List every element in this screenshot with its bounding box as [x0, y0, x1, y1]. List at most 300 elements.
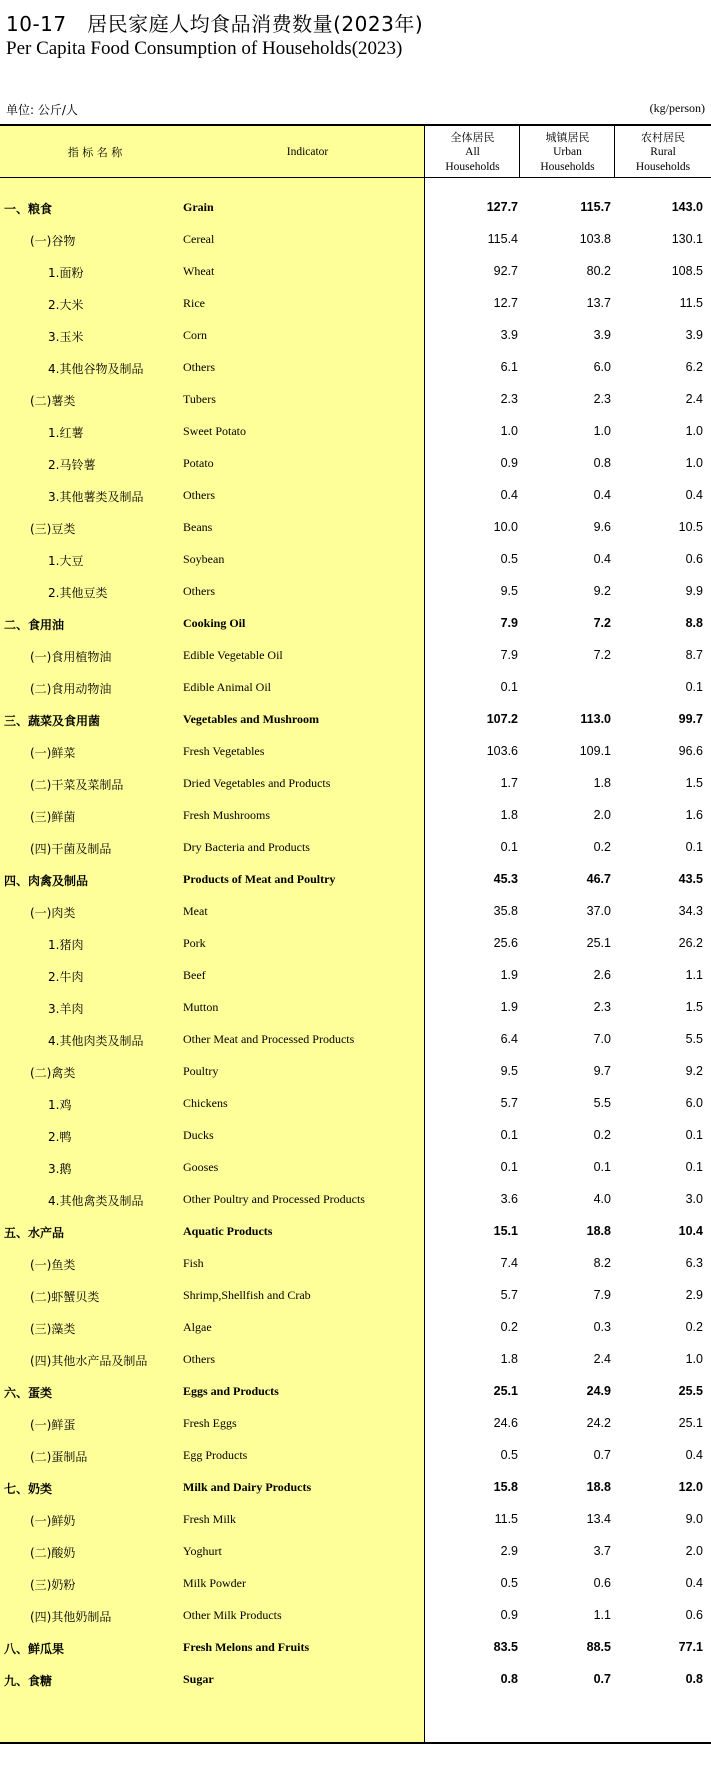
row-label-cn: 八、鲜瓜果 — [4, 1642, 65, 1656]
row-label-cn: (一)鲜菜 — [30, 746, 76, 760]
row-label-en: Fish — [183, 1256, 204, 1270]
header-rural-en2: Households — [635, 160, 691, 173]
cell-urban-households: 2.4 — [593, 1352, 611, 1366]
cell-urban-households: 46.7 — [586, 872, 611, 886]
cell-rural-households: 9.2 — [685, 1064, 703, 1078]
row-label-en: Fresh Milk — [183, 1512, 237, 1526]
cell-rural-households: 10.5 — [678, 520, 703, 534]
cell-all-households: 0.5 — [500, 552, 518, 566]
cell-urban-households: 7.2 — [593, 616, 611, 630]
cell-all-households: 35.8 — [493, 904, 518, 918]
cell-rural-households: 5.5 — [685, 1032, 703, 1046]
cell-rural-households: 3.0 — [685, 1192, 703, 1206]
cell-all-households: 0.9 — [500, 1608, 518, 1622]
table-row — [0, 320, 711, 352]
cell-all-households: 45.3 — [493, 872, 518, 886]
cell-urban-households: 0.1 — [593, 1160, 611, 1174]
row-label-cn: 2.马铃薯 — [48, 458, 96, 472]
cell-rural-households: 0.4 — [685, 1576, 703, 1590]
cell-all-households: 6.4 — [500, 1032, 518, 1046]
row-label-cn: 3.羊肉 — [48, 1002, 84, 1016]
unit-label-cn: 单位: 公斤/人 — [6, 103, 78, 117]
row-label-cn: 三、蔬菜及食用菌 — [4, 714, 101, 728]
table-row — [0, 224, 711, 256]
cell-urban-households: 3.9 — [593, 328, 611, 342]
cell-rural-households: 0.2 — [685, 1320, 703, 1334]
cell-urban-households: 24.2 — [586, 1416, 611, 1430]
row-label-en: Corn — [183, 328, 207, 342]
cell-rural-households: 6.2 — [685, 360, 703, 374]
cell-all-households: 6.1 — [500, 360, 518, 374]
row-label-en: Yoghurt — [183, 1544, 222, 1558]
cell-all-households: 7.9 — [500, 616, 518, 630]
table-row — [0, 1504, 711, 1536]
header-all-en2: Households — [445, 160, 500, 173]
cell-rural-households: 25.5 — [678, 1384, 703, 1398]
row-label-en: Grain — [183, 200, 214, 214]
table-row — [0, 352, 711, 384]
row-label-en: Soybean — [183, 552, 225, 566]
row-label-en: Beef — [183, 968, 206, 982]
row-label-en: Vegetables and Mushroom — [183, 712, 320, 726]
header-all-en1: All — [465, 145, 480, 158]
table-row — [0, 1024, 711, 1056]
column-divider — [614, 124, 615, 178]
column-divider — [519, 124, 520, 178]
cell-rural-households: 1.0 — [685, 424, 703, 438]
cell-urban-households: 7.0 — [593, 1032, 611, 1046]
table-row — [0, 1248, 711, 1280]
table-row — [0, 1184, 711, 1216]
cell-all-households: 0.1 — [500, 680, 518, 694]
cell-urban-households: 13.4 — [586, 1512, 611, 1526]
header-urban-households — [520, 126, 615, 178]
cell-all-households: 107.2 — [486, 712, 518, 726]
row-label-en: Edible Animal Oil — [183, 680, 271, 694]
row-label-en: Chickens — [183, 1096, 228, 1110]
cell-all-households: 1.8 — [500, 808, 518, 822]
row-label-en: Cereal — [183, 232, 215, 246]
table-row — [0, 672, 711, 704]
row-label-en: Gooses — [183, 1160, 219, 1174]
row-label-cn: 4.其他谷物及制品 — [48, 362, 144, 376]
cell-rural-households: 77.1 — [678, 1640, 703, 1654]
cell-rural-households: 6.0 — [685, 1096, 703, 1110]
table-row — [0, 1664, 711, 1696]
cell-rural-households: 8.8 — [685, 616, 703, 630]
table-row — [0, 512, 711, 544]
cell-all-households: 92.7 — [493, 264, 518, 278]
cell-all-households: 15.1 — [493, 1224, 518, 1238]
header-indicator-cn — [0, 126, 190, 178]
row-label-cn: 一、粮食 — [4, 202, 53, 216]
row-label-cn: 九、食糖 — [4, 1674, 53, 1688]
cell-urban-households: 2.6 — [593, 968, 611, 982]
row-label-en: Pork — [183, 936, 206, 950]
cell-rural-households: 1.0 — [685, 456, 703, 470]
row-label-cn: (一)鱼类 — [30, 1258, 76, 1272]
table-row — [0, 1120, 711, 1152]
cell-all-households: 3.9 — [500, 328, 518, 342]
row-label-cn: 1.红薯 — [48, 426, 84, 440]
row-label-en: Sugar — [183, 1672, 214, 1686]
header-urban-en1: Urban — [553, 145, 582, 158]
cell-rural-households: 12.0 — [678, 1480, 703, 1494]
row-label-cn: 2.大米 — [48, 298, 84, 312]
page-title-cn: 10-17 居民家庭人均食品消费数量(2023年) — [6, 12, 424, 36]
cell-urban-households: 7.2 — [593, 648, 611, 662]
table-row — [0, 1312, 711, 1344]
table-row — [0, 544, 711, 576]
table-row — [0, 1440, 711, 1472]
cell-urban-households: 2.3 — [593, 1000, 611, 1014]
cell-rural-households: 0.1 — [685, 680, 703, 694]
row-label-cn: (四)其他水产品及制品 — [30, 1354, 148, 1368]
cell-urban-households: 2.3 — [593, 392, 611, 406]
cell-urban-households: 0.7 — [593, 1672, 611, 1686]
table-row — [0, 1088, 711, 1120]
cell-all-households: 5.7 — [500, 1096, 518, 1110]
row-label-cn: 七、奶类 — [4, 1482, 53, 1496]
header-urban-cn: 城镇居民 — [545, 130, 590, 144]
table-row — [0, 640, 711, 672]
row-label-cn: (二)食用动物油 — [30, 682, 112, 696]
cell-urban-households: 37.0 — [586, 904, 611, 918]
cell-all-households: 25.1 — [493, 1384, 518, 1398]
row-label-cn: (一)鲜蛋 — [30, 1418, 76, 1432]
cell-rural-households: 11.5 — [679, 296, 703, 310]
table-row — [0, 416, 711, 448]
row-label-en: Other Poultry and Processed Products — [183, 1192, 365, 1206]
row-label-en: Poultry — [183, 1064, 219, 1078]
cell-rural-households: 96.6 — [678, 744, 703, 758]
cell-urban-households: 0.8 — [593, 456, 611, 470]
table-row — [0, 576, 711, 608]
cell-all-households: 127.7 — [486, 200, 518, 214]
cell-urban-households: 25.1 — [586, 936, 611, 950]
row-label-en: Aquatic Products — [183, 1224, 273, 1238]
cell-rural-households: 0.1 — [685, 1160, 703, 1174]
row-label-cn: (二)薯类 — [30, 394, 76, 408]
row-label-en: Others — [183, 1352, 215, 1366]
cell-all-households: 83.5 — [493, 1640, 518, 1654]
row-label-cn: (一)肉类 — [30, 906, 76, 920]
table-row — [0, 960, 711, 992]
row-label-cn: 1.猪肉 — [48, 938, 84, 952]
cell-urban-households: 9.2 — [593, 584, 611, 598]
cell-urban-households: 1.1 — [593, 1608, 611, 1622]
cell-rural-households: 34.3 — [678, 904, 703, 918]
header-indicator-en-text: Indicator — [286, 145, 329, 158]
row-label-en: Fresh Vegetables — [183, 744, 265, 758]
cell-rural-households: 108.5 — [671, 264, 703, 278]
cell-rural-households: 8.7 — [685, 648, 703, 662]
table-header — [0, 124, 711, 178]
row-label-en: Wheat — [183, 264, 215, 278]
cell-rural-households: 0.8 — [685, 1672, 703, 1686]
table-row — [0, 1568, 711, 1600]
row-label-cn: (四)干菌及制品 — [30, 842, 112, 856]
table-row — [0, 480, 711, 512]
table-row — [0, 1536, 711, 1568]
row-label-en: Others — [183, 360, 215, 374]
table-row — [0, 1344, 711, 1376]
cell-rural-households: 1.6 — [685, 808, 703, 822]
page-title-en: Per Capita Food Consumption of Households(2023) — [6, 38, 403, 59]
row-label-en: Dry Bacteria and Products — [183, 840, 310, 854]
table-row — [0, 1472, 711, 1504]
row-label-cn: (三)奶粉 — [30, 1578, 76, 1592]
cell-urban-households: 4.0 — [593, 1192, 611, 1206]
cell-all-households: 0.1 — [500, 840, 518, 854]
cell-rural-households: 2.9 — [685, 1288, 703, 1302]
cell-rural-households: 143.0 — [671, 200, 703, 214]
table-row — [0, 896, 711, 928]
unit-label-en: (kg/person) — [649, 101, 705, 115]
row-label-cn: (三)鲜菌 — [30, 810, 76, 824]
row-label-cn: (二)禽类 — [30, 1066, 76, 1080]
row-label-en: Rice — [183, 296, 205, 310]
row-label-en: Products of Meat and Poultry — [183, 872, 336, 886]
cell-urban-households: 5.5 — [593, 1096, 611, 1110]
row-label-en: Others — [183, 488, 215, 502]
cell-all-households: 12.7 — [493, 296, 518, 310]
cell-urban-households: 18.8 — [586, 1480, 611, 1494]
row-label-en: Shrimp,Shellfish and Crab — [183, 1288, 311, 1302]
table-row — [0, 800, 711, 832]
row-label-cn: 3.鹅 — [48, 1162, 72, 1176]
cell-all-households: 7.4 — [500, 1256, 518, 1270]
row-label-en: Edible Vegetable Oil — [183, 648, 283, 662]
cell-rural-households: 0.6 — [685, 1608, 703, 1622]
cell-all-households: 0.1 — [500, 1160, 518, 1174]
header-indicator-en — [190, 126, 425, 178]
cell-urban-households: 0.4 — [593, 552, 611, 566]
cell-urban-households: 0.3 — [593, 1320, 611, 1334]
cell-all-households: 115.4 — [487, 232, 518, 246]
header-rural-households — [615, 126, 711, 178]
row-label-cn: (二)虾蟹贝类 — [30, 1290, 100, 1304]
cell-all-households: 15.8 — [493, 1480, 518, 1494]
cell-rural-households: 0.1 — [685, 1128, 703, 1142]
cell-urban-households: 1.0 — [593, 424, 611, 438]
row-label-en: Cooking Oil — [183, 616, 246, 630]
row-label-cn: (三)豆类 — [30, 522, 76, 536]
row-label-cn: 2.牛肉 — [48, 970, 84, 984]
table-row — [0, 768, 711, 800]
table-row — [0, 1152, 711, 1184]
row-label-en: Meat — [183, 904, 208, 918]
cell-rural-households: 26.2 — [678, 936, 703, 950]
row-label-en: Egg Products — [183, 1448, 248, 1462]
row-label-en: Dried Vegetables and Products — [183, 776, 331, 790]
cell-rural-households: 0.6 — [685, 552, 703, 566]
row-label-en: Milk Powder — [183, 1576, 246, 1590]
row-label-cn: 六、蛋类 — [4, 1386, 53, 1400]
row-label-cn: 四、肉禽及制品 — [4, 874, 89, 888]
row-label-en: Tubers — [183, 392, 216, 406]
cell-all-households: 1.9 — [500, 1000, 518, 1014]
cell-rural-households: 1.1 — [685, 968, 703, 982]
row-label-cn: 4.其他禽类及制品 — [48, 1194, 144, 1208]
row-label-en: Fresh Melons and Fruits — [183, 1640, 310, 1654]
header-rural-en1: Rural — [650, 145, 676, 158]
row-label-en: Algae — [183, 1320, 212, 1334]
row-label-en: Mutton — [183, 1000, 219, 1014]
cell-rural-households: 1.5 — [685, 776, 703, 790]
row-label-cn: (二)干菜及菜制品 — [30, 778, 124, 792]
row-label-cn: (二)酸奶 — [30, 1546, 76, 1560]
row-label-cn: (二)蛋制品 — [30, 1450, 88, 1464]
cell-urban-households: 8.2 — [593, 1256, 611, 1270]
table-row — [0, 1600, 711, 1632]
cell-urban-households: 113.0 — [580, 712, 611, 726]
cell-all-households: 3.6 — [500, 1192, 518, 1206]
table-row — [0, 1056, 711, 1088]
table-row — [0, 1632, 711, 1664]
cell-all-households: 0.5 — [500, 1576, 518, 1590]
row-label-cn: 五、水产品 — [4, 1226, 65, 1240]
cell-all-households: 1.7 — [500, 776, 518, 790]
cell-all-households: 9.5 — [500, 1064, 518, 1078]
row-label-cn: 4.其他肉类及制品 — [48, 1034, 144, 1048]
table-row — [0, 608, 711, 640]
cell-all-households: 1.8 — [500, 1352, 518, 1366]
cell-rural-households: 9.0 — [685, 1512, 703, 1526]
cell-all-households: 7.9 — [500, 648, 518, 662]
table-row — [0, 1376, 711, 1408]
cell-rural-households: 0.4 — [685, 1448, 703, 1462]
row-label-en: Eggs and Products — [183, 1384, 279, 1398]
cell-all-households: 2.9 — [500, 1544, 518, 1558]
cell-rural-households: 6.3 — [685, 1256, 703, 1270]
cell-all-households: 0.1 — [500, 1128, 518, 1142]
cell-urban-households: 0.2 — [593, 840, 611, 854]
cell-urban-households: 9.7 — [593, 1064, 611, 1078]
cell-urban-households: 109.1 — [579, 744, 611, 758]
row-label-en: Potato — [183, 456, 214, 470]
cell-all-households: 0.9 — [500, 456, 518, 470]
row-label-cn: 2.鸭 — [48, 1130, 72, 1144]
cell-urban-households: 7.9 — [593, 1288, 611, 1302]
cell-all-households: 1.9 — [500, 968, 518, 982]
cell-urban-households: 18.8 — [586, 1224, 611, 1238]
header-indicator-cn-text: 指 标 名 称 — [67, 145, 123, 159]
row-label-cn: 2.其他豆类 — [48, 586, 108, 600]
cell-urban-households: 88.5 — [586, 1640, 611, 1654]
cell-rural-households: 0.4 — [685, 488, 703, 502]
cell-urban-households: 0.7 — [593, 1448, 611, 1462]
cell-rural-households: 1.0 — [685, 1352, 703, 1366]
row-label-cn: (一)鲜奶 — [30, 1514, 76, 1528]
header-rural-cn: 农村居民 — [641, 130, 685, 144]
cell-urban-households: 24.9 — [586, 1384, 611, 1398]
cell-rural-households: 9.9 — [685, 584, 703, 598]
table-row — [0, 192, 711, 224]
cell-all-households: 11.5 — [494, 1512, 518, 1526]
row-label-cn: (四)其他奶制品 — [30, 1610, 112, 1624]
cell-rural-households: 2.0 — [685, 1544, 703, 1558]
cell-all-households: 25.6 — [493, 936, 518, 950]
row-label-cn: 3.其他薯类及制品 — [48, 490, 144, 504]
cell-all-households: 10.0 — [493, 520, 518, 534]
cell-rural-households: 43.5 — [678, 872, 703, 886]
row-label-en: Beans — [183, 520, 213, 534]
cell-urban-households: 80.2 — [586, 264, 611, 278]
cell-all-households: 0.8 — [500, 1672, 518, 1686]
row-label-en: Others — [183, 584, 215, 598]
row-label-cn: (三)藻类 — [30, 1322, 76, 1336]
data-table — [0, 124, 711, 1744]
cell-all-households: 0.2 — [500, 1320, 518, 1334]
cell-all-households: 1.0 — [500, 424, 518, 438]
row-label-en: Other Meat and Processed Products — [183, 1032, 355, 1046]
cell-urban-households: 1.8 — [593, 776, 611, 790]
cell-urban-households: 3.7 — [593, 1544, 611, 1558]
row-label-en: Milk and Dairy Products — [183, 1480, 312, 1494]
table-row — [0, 736, 711, 768]
cell-rural-households: 0.1 — [685, 840, 703, 854]
cell-all-households: 5.7 — [500, 1288, 518, 1302]
row-label-cn: 1.鸡 — [48, 1098, 72, 1112]
table-row — [0, 288, 711, 320]
table-row — [0, 1280, 711, 1312]
cell-rural-households: 25.1 — [678, 1416, 703, 1430]
cell-all-households: 24.6 — [493, 1416, 518, 1430]
cell-rural-households: 99.7 — [678, 712, 703, 726]
row-label-en: Other Milk Products — [183, 1608, 282, 1622]
header-all-cn: 全体居民 — [450, 130, 495, 144]
table-row — [0, 864, 711, 896]
table-row — [0, 1216, 711, 1248]
header-urban-en2: Households — [540, 160, 595, 173]
table-row — [0, 832, 711, 864]
row-label-cn: (一)谷物 — [30, 234, 76, 248]
cell-all-households: 103.6 — [486, 744, 518, 758]
cell-urban-households: 0.2 — [593, 1128, 611, 1142]
table-row — [0, 1408, 711, 1440]
cell-urban-households: 115.7 — [580, 200, 611, 214]
cell-urban-households: 2.0 — [593, 808, 611, 822]
table-row — [0, 704, 711, 736]
row-label-cn: 1.大豆 — [48, 554, 84, 568]
header-all-households — [425, 126, 520, 178]
cell-rural-households: 130.1 — [671, 232, 703, 246]
cell-rural-households: 10.4 — [678, 1224, 703, 1238]
cell-urban-households: 0.6 — [593, 1576, 611, 1590]
table-row — [0, 384, 711, 416]
row-label-cn: 3.玉米 — [48, 330, 84, 344]
cell-urban-households: 103.8 — [579, 232, 611, 246]
cell-rural-households: 2.4 — [685, 392, 703, 406]
cell-rural-households: 1.5 — [685, 1000, 703, 1014]
table-row — [0, 992, 711, 1024]
row-label-cn: (一)食用植物油 — [30, 650, 112, 664]
cell-rural-households: 3.9 — [685, 328, 703, 342]
cell-urban-households: 6.0 — [593, 360, 611, 374]
row-label-cn: 二、食用油 — [4, 618, 65, 632]
table-row — [0, 448, 711, 480]
table-row — [0, 256, 711, 288]
row-label-en: Sweet Potato — [183, 424, 246, 438]
cell-urban-households: 0.4 — [593, 488, 611, 502]
row-label-cn: 1.面粉 — [48, 266, 84, 280]
cell-all-households: 0.5 — [500, 1448, 518, 1462]
row-label-en: Fresh Mushrooms — [183, 808, 271, 822]
row-label-en: Ducks — [183, 1128, 214, 1142]
cell-all-households: 9.5 — [500, 584, 518, 598]
cell-all-households: 0.4 — [500, 488, 518, 502]
